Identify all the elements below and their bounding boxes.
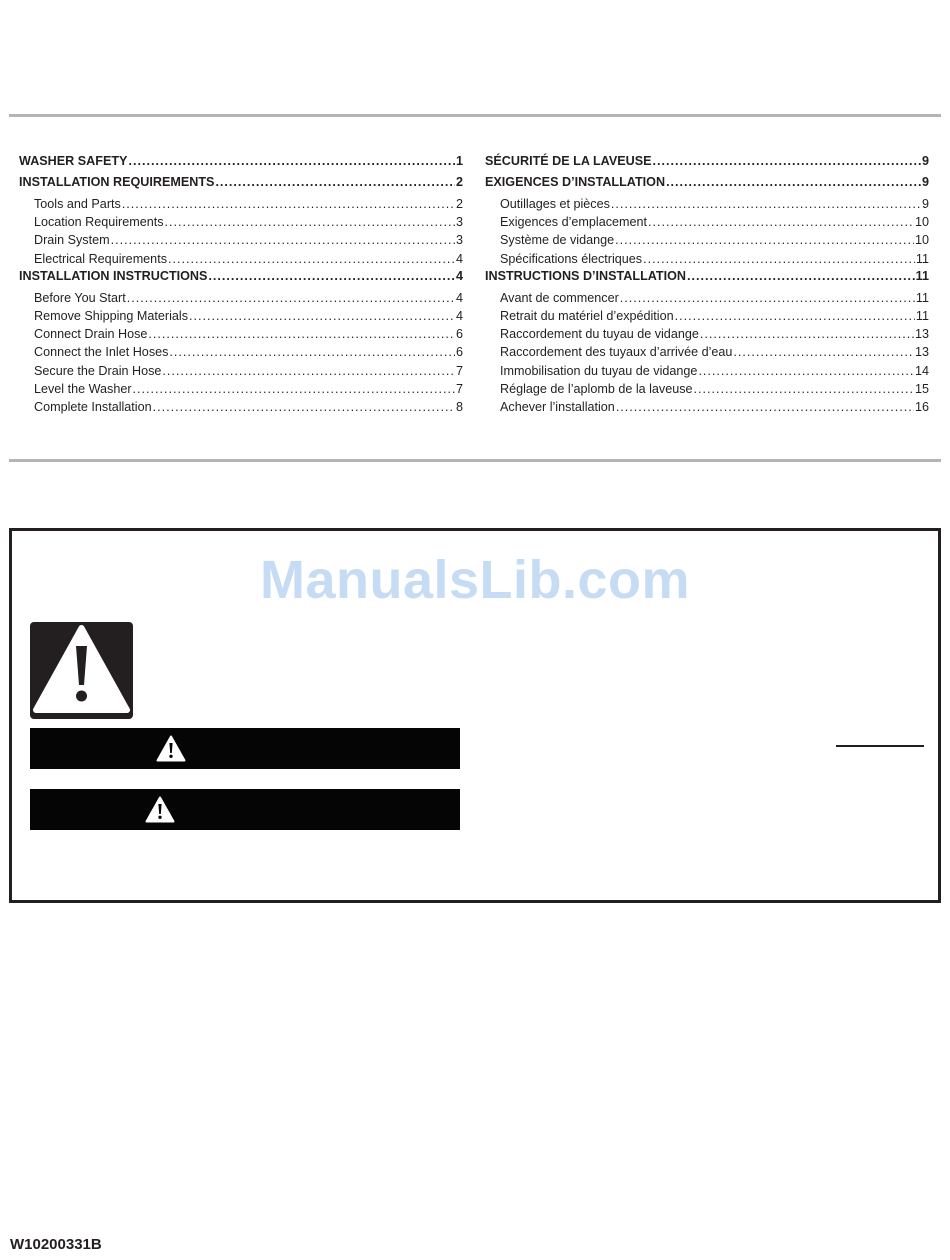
- warning-triangle-icon: [156, 735, 186, 762]
- toc-entry[interactable]: Before You Start ..... 4: [19, 289, 463, 307]
- toc-entry[interactable]: Achever l’installation ..... 16: [485, 398, 929, 416]
- toc-english: [19, 153, 463, 416]
- toc-entry[interactable]: Secure the Drain Hose ..... 7: [19, 362, 463, 380]
- toc-entry[interactable]: Exigences d’emplacement ..... 10: [485, 213, 929, 231]
- toc-entry[interactable]: Raccordement du tuyau de vidange ..... 13: [485, 325, 929, 343]
- danger-banner: [30, 728, 460, 769]
- toc-entry[interactable]: Level the Washer ..... 7: [19, 380, 463, 398]
- top-divider: [9, 114, 941, 117]
- toc-entry[interactable]: Système de vidange ..... 10: [485, 231, 929, 249]
- toc-entry[interactable]: INSTRUCTIONS D’INSTALLATION ..... 11: [485, 268, 929, 289]
- document-number: W10200331B: [10, 1236, 102, 1253]
- toc-entry[interactable]: Avant de commencer ..... 11: [485, 289, 929, 307]
- toc-entry[interactable]: Drain System ..... 3: [19, 231, 463, 249]
- warning-triangle-icon: [145, 796, 175, 823]
- toc-entry[interactable]: Location Requirements ..... 3: [19, 213, 463, 231]
- toc-french: [485, 153, 929, 416]
- toc-entry[interactable]: SÉCURITÉ DE LA LAVEUSE ..... 9: [485, 153, 929, 174]
- toc-entry[interactable]: Immobilisation du tuyau de vidange ..... 14: [485, 362, 929, 380]
- bottom-divider: [9, 459, 941, 462]
- toc-entry[interactable]: Complete Installation ..... 8: [19, 398, 463, 416]
- toc-entry[interactable]: Electrical Requirements ..... 4: [19, 250, 463, 268]
- toc-entry[interactable]: Remove Shipping Materials ..... 4: [19, 307, 463, 325]
- underline-mark: [836, 745, 924, 747]
- toc-entry[interactable]: Réglage de l’aplomb de la laveuse ..... 15: [485, 380, 929, 398]
- warning-banner: [30, 789, 460, 830]
- toc-entry[interactable]: Raccordement des tuyaux d’arrivée d’eau ..... 13: [485, 343, 929, 361]
- toc-entry[interactable]: Spécifications électriques ..... 11: [485, 250, 929, 268]
- safety-alert-icon: [30, 622, 133, 719]
- toc-entry[interactable]: Retrait du matériel d’expédition ..... 11: [485, 307, 929, 325]
- safety-box: [9, 528, 941, 903]
- watermark: ManualsLib.com: [259, 550, 691, 610]
- toc-entry[interactable]: INSTALLATION REQUIREMENTS ..... 2: [19, 174, 463, 195]
- toc-entry[interactable]: EXIGENCES D’INSTALLATION ..... 9: [485, 174, 929, 195]
- toc-entry[interactable]: Outillages et pièces ..... 9: [485, 195, 929, 213]
- toc-entry[interactable]: Connect the Inlet Hoses ..... 6: [19, 343, 463, 361]
- toc-entry[interactable]: Tools and Parts ..... 2: [19, 195, 463, 213]
- toc-entry[interactable]: WASHER SAFETY ..... 1: [19, 153, 463, 174]
- toc-entry[interactable]: INSTALLATION INSTRUCTIONS ..... 4: [19, 268, 463, 289]
- toc-entry[interactable]: Connect Drain Hose ..... 6: [19, 325, 463, 343]
